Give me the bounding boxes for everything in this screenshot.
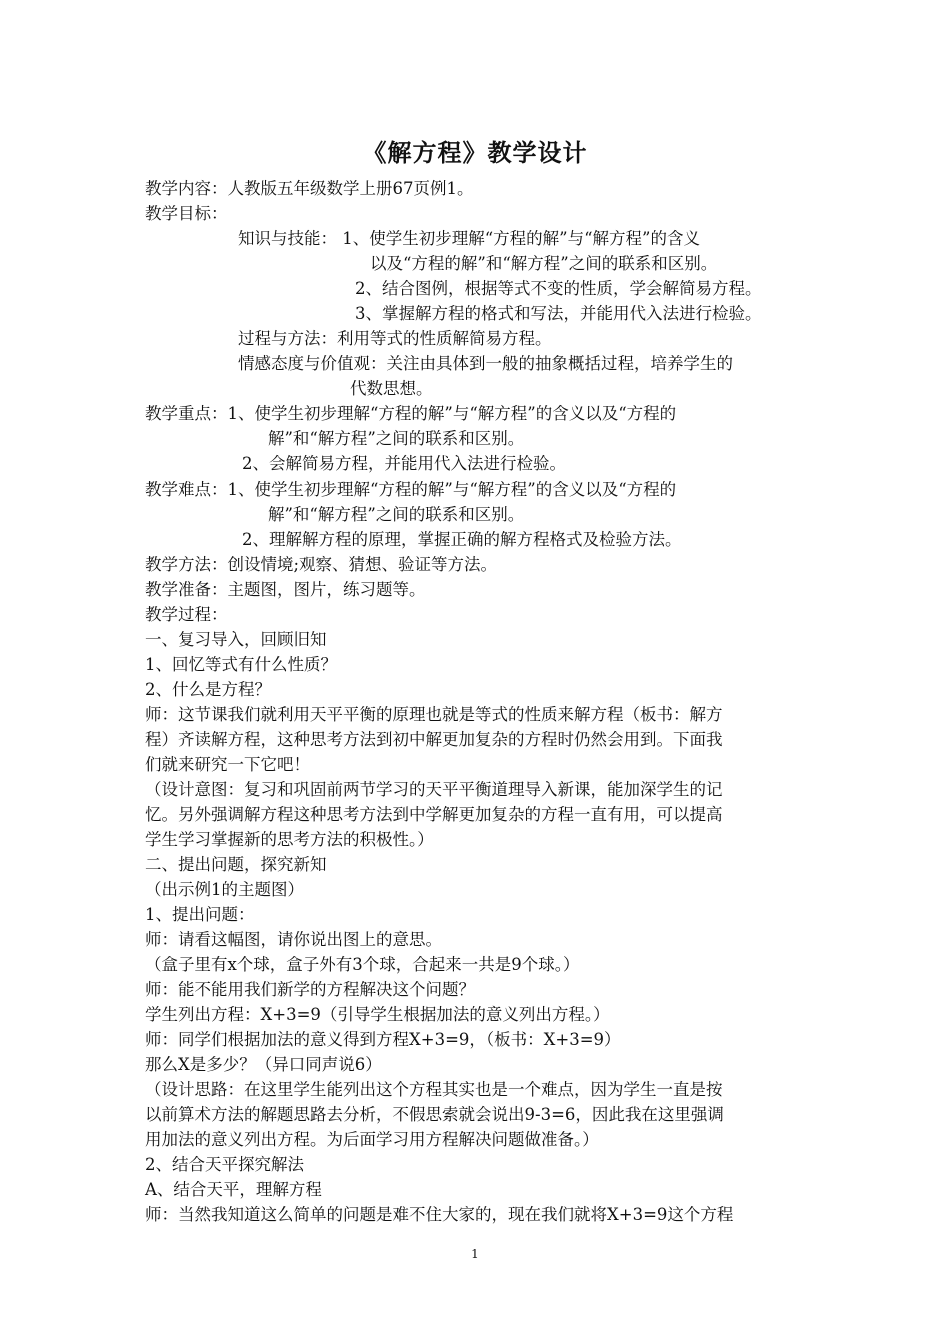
text-line: 2、结合天平探究解法 <box>145 1155 304 1174</box>
text-line: 师：能不能用我们新学的方程解决这个问题？ <box>145 980 475 999</box>
text-line: 师：当然我知道这么简单的问题是难不住大家的，现在我们就将X+3=9这个方程 <box>145 1205 734 1224</box>
text-line: 教学方法：创设情境;观察、猜想、验证等方法。 <box>145 555 498 574</box>
text-line: 2、结合图例，根据等式不变的性质，学会解简易方程。 <box>355 279 762 298</box>
text-line: 教学过程： <box>145 605 228 624</box>
text-line: 学生学习掌握新的思考方法的积极性。） <box>145 830 434 849</box>
text-line: 2、会解简易方程，并能用代入法进行检验。 <box>242 454 566 473</box>
text-line: 师：同学们根据加法的意义得到方程X+3=9，（板书：X+3=9） <box>145 1030 621 1049</box>
document-title: 《解方程》教学设计 <box>362 138 588 167</box>
text-line: （出示例1的主题图） <box>145 880 304 899</box>
text-line: 代数思想。 <box>350 379 433 398</box>
text-line: 教学难点：1、使学生初步理解“方程的解”与“解方程”的含义以及“方程的 <box>145 480 677 499</box>
text-line: 知识与技能： 1、使学生初步理解“方程的解”与“解方程”的含义 <box>238 229 700 248</box>
text-line: 以及“方程的解”和“解方程”之间的联系和区别。 <box>370 254 718 273</box>
text-line: 2、什么是方程？ <box>145 680 271 699</box>
text-line: 教学内容：人教版五年级数学上册67页例1。 <box>145 179 474 198</box>
text-line: 一、复习导入，回顾旧知 <box>145 630 327 649</box>
text-line: 解”和“解方程”之间的联系和区别。 <box>268 429 525 448</box>
text-line: 过程与方法：利用等式的性质解简易方程。 <box>238 329 552 348</box>
text-line: 1、回忆等式有什么性质？ <box>145 655 337 674</box>
text-line: 情感态度与价值观：关注由具体到一般的抽象概括过程，培养学生的 <box>238 354 733 373</box>
text-line: 们就来研究一下它吧！ <box>145 755 310 774</box>
text-line: 程）齐读解方程，这种思考方法到初中解更加复杂的方程时仍然会用到。下面我 <box>145 730 723 749</box>
text-line: 解”和“解方程”之间的联系和区别。 <box>268 505 525 524</box>
text-line: A、结合天平，理解方程 <box>145 1180 322 1199</box>
text-line: 1、提出问题： <box>145 905 255 924</box>
text-line: （盒子里有x个球，盒子外有3个球，合起来一共是9个球。） <box>145 955 580 974</box>
text-line: 3、掌握解方程的格式和写法，并能用代入法进行检验。 <box>355 304 762 323</box>
text-line: 师：这节课我们就利用天平平衡的原理也就是等式的性质来解方程（板书：解方 <box>145 705 723 724</box>
text-line: （设计思路：在这里学生能列出这个方程其实也是一个难点，因为学生一直是按 <box>145 1080 723 1099</box>
text-line: 二、提出问题，探究新知 <box>145 855 327 874</box>
text-line: 2、理解解方程的原理，掌握正确的解方程格式及检验方法。 <box>242 530 682 549</box>
text-line: 教学准备：主题图，图片，练习题等。 <box>145 580 426 599</box>
text-line: 教学重点：1、使学生初步理解“方程的解”与“解方程”的含义以及“方程的 <box>145 404 677 423</box>
text-line: 以前算术方法的解题思路去分析，不假思索就会说出9-3=6，因此我在这里强调 <box>145 1105 724 1124</box>
text-line: 那么X是多少？（异口同声说6） <box>145 1055 382 1074</box>
text-line: 师：请看这幅图，请你说出图上的意思。 <box>145 930 442 949</box>
text-line: 用加法的意义列出方程。为后面学习用方程解决问题做准备。） <box>145 1130 599 1149</box>
text-line: 忆。另外强调解方程这种思考方法到中学解更加复杂的方程一直有用，可以提高 <box>145 805 723 824</box>
text-line: 学生列出方程：X+3=9（引导学生根据加法的意义列出方程。） <box>145 1005 610 1024</box>
page-number: 1 <box>471 1247 479 1261</box>
text-line: （设计意图：复习和巩固前两节学习的天平平衡道理导入新课，能加深学生的记 <box>145 780 723 799</box>
text-line: 教学目标： <box>145 204 228 223</box>
